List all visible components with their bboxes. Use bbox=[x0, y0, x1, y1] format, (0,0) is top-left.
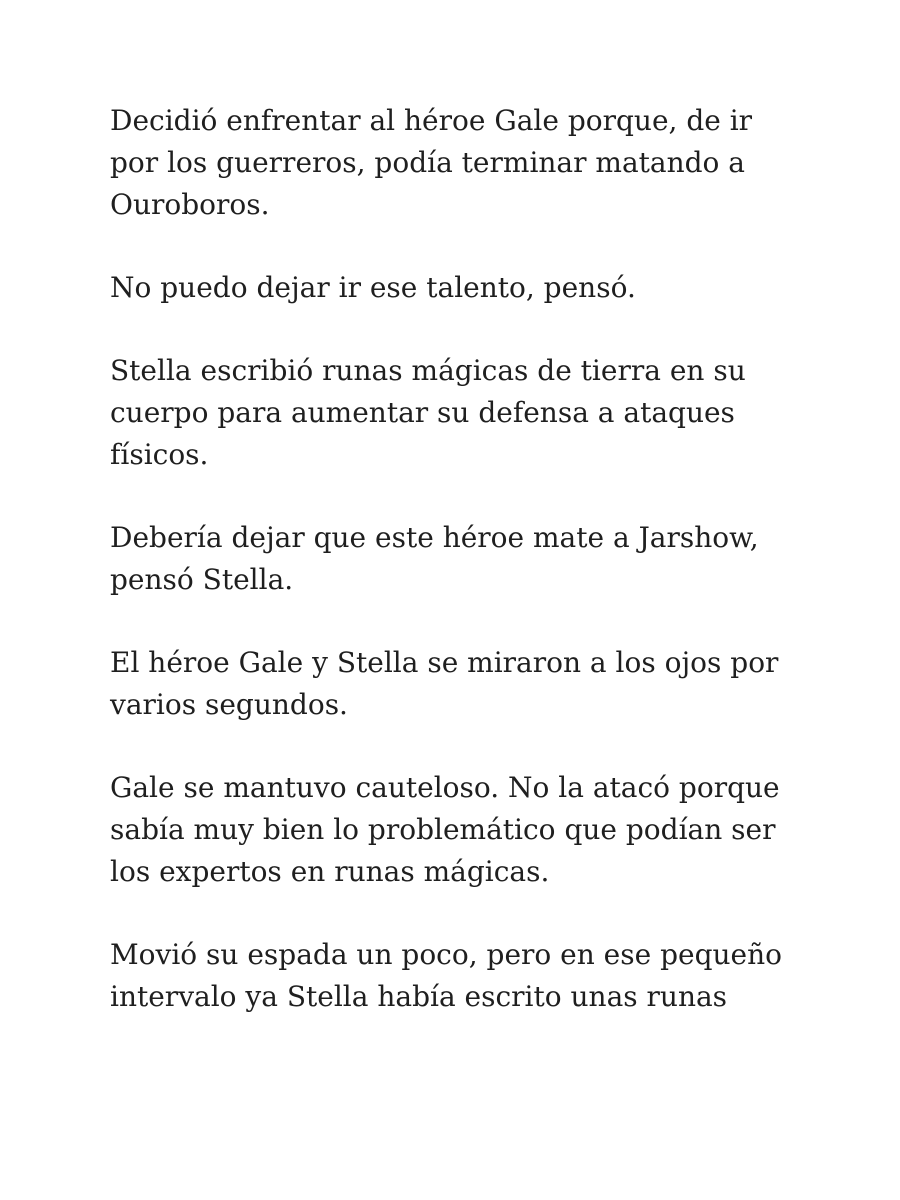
text-line: sabía muy bien lo problemático que podían ser bbox=[110, 813, 776, 846]
text-line: pensó Stella. bbox=[110, 563, 294, 596]
text-line: Gale se mantuvo cauteloso. No la atacó porque bbox=[110, 771, 780, 804]
paragraph-7 bbox=[110, 934, 810, 1018]
text-line: los expertos en runas mágicas. bbox=[110, 855, 550, 888]
text-line: Ouroboros. bbox=[110, 188, 270, 221]
paragraph-4 bbox=[110, 517, 810, 601]
paragraph-2 bbox=[110, 267, 810, 309]
text-line: intervalo ya Stella había escrito unas runas bbox=[110, 980, 728, 1013]
text-line: No puedo dejar ir ese talento, pensó. bbox=[110, 271, 636, 304]
paragraph-5 bbox=[110, 642, 810, 726]
text-line: varios segundos. bbox=[110, 688, 348, 721]
text-line: Decidió enfrentar al héroe Gale porque, de ir bbox=[110, 104, 753, 137]
paragraph-3 bbox=[110, 350, 810, 476]
text-line: cuerpo para aumentar su defensa a ataques bbox=[110, 396, 735, 429]
text-line: Stella escribió runas mágicas de tierra en su bbox=[110, 354, 746, 387]
text-line: El héroe Gale y Stella se miraron a los ojos por bbox=[110, 646, 779, 679]
text-line: por los guerreros, podía terminar matando a bbox=[110, 146, 746, 179]
paragraph-1 bbox=[110, 100, 810, 226]
document-body bbox=[110, 100, 810, 1059]
text-line: Movió su espada un poco, pero en ese pequeño bbox=[110, 938, 782, 971]
text-line: físicos. bbox=[110, 438, 209, 471]
paragraph-6 bbox=[110, 767, 810, 893]
text-line: Debería dejar que este héroe mate a Jarshow, bbox=[110, 521, 759, 554]
